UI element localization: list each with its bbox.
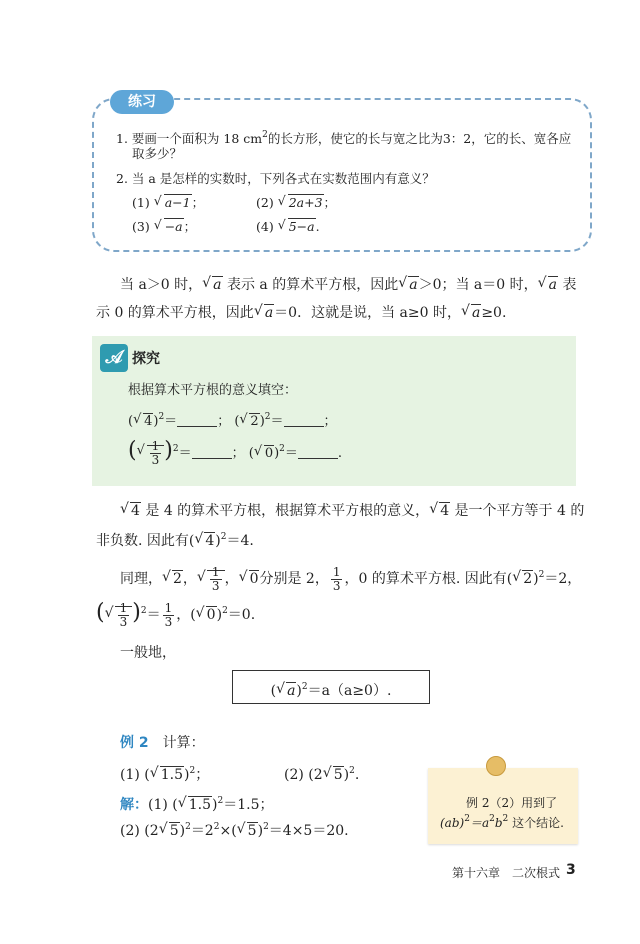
practice-item-2: (2) √ 2a+3； [256,194,336,212]
practice-tag: 练习 [110,90,174,114]
para2-line2: 非负数. 因此有(√ 4)$^2$＝4. [96,524,254,554]
pin-icon [486,756,506,776]
practice-item-3: (3) √ −a； [132,218,196,236]
explore-row2: ( √ $\frac{1}{3}$ )$^2$＝ ； (√ 0)$^2$＝ . [128,436,342,467]
explore-row1: (√ 4)$^2$＝ ； (√ 2)$^2$＝ ； [128,404,337,435]
page-number: 3 [566,862,576,878]
blank-4[interactable] [298,445,338,459]
note-line1: 例 2（2）用到了 [466,796,558,810]
example-heading: 例 2 计算： [120,735,205,751]
general-text: 一般地， [120,645,176,661]
example-q2: (2) (2√ 5)$^2$. [284,758,359,788]
formula-box: (√ a)$^2$＝a（a≥0）. [232,670,430,704]
explore-icon: 𝒜 [100,344,128,372]
practice-q1-line2: 取多少？ [132,146,183,161]
blank-3[interactable] [192,445,232,459]
para3-line2: ( √ $\frac{1}{3}$ )$^2$＝ $\frac{1}{3}$ ，(√ 0)$^2$＝0. [96,598,255,629]
practice-item-4: (4) √ 5−a. [256,218,320,236]
footer-chapter: 第十六章 二次根式 [452,866,561,880]
blank-1[interactable] [177,413,217,427]
practice-q2: 2. 当 a 是怎样的实数时，下列各式在实数范围内有意义？ [116,171,435,186]
blank-2[interactable] [284,413,324,427]
example-q1: (1) (√ 1.5)$^2$； [120,758,209,788]
solution-1: 解：(1) (√ 1.5)$^2$＝1.5； [120,788,274,818]
explore-instruction: 根据算术平方根的意义填空： [128,383,298,398]
practice-q1-line1: 1. 要画一个面积为 18 $cm^2$的长方形，使它的长与宽之比为3：2，它的长、宽各应 [116,130,572,146]
para2-line1: √ 4 是 4 的算术平方根，根据算术平方根的意义，√ 4 是一个平方等于 4 的 [120,498,584,524]
explore-title: 探究 [132,351,160,367]
solution-2: (2) (2√ $5)^2=2^2\times(√$ 5)$^2$＝4×5＝20. [120,814,349,844]
para1-line1: 当 a＞0 时，√ a 表示 a 的算术平方根，因此√ a＞0；当 a＝0 时，√ a 表 [120,272,576,298]
note-line2: $(ab)^2=a^2b^2$ 这个结论. [440,814,564,830]
practice-item-1: (1) √ a−1； [132,194,204,212]
para3-line1: 同理，√ 2， √ $\frac{1}{3}$ ，√ 0分别是 2， $\frac{1}{3}$ ，0 的算术平方根. 因此有(√ 2)$^2$＝2， [120,562,581,593]
para1-line2: 示 0 的算术平方根，因此√ a＝0．这就是说，当 a≥0 时，√ a≥0. [96,300,506,326]
